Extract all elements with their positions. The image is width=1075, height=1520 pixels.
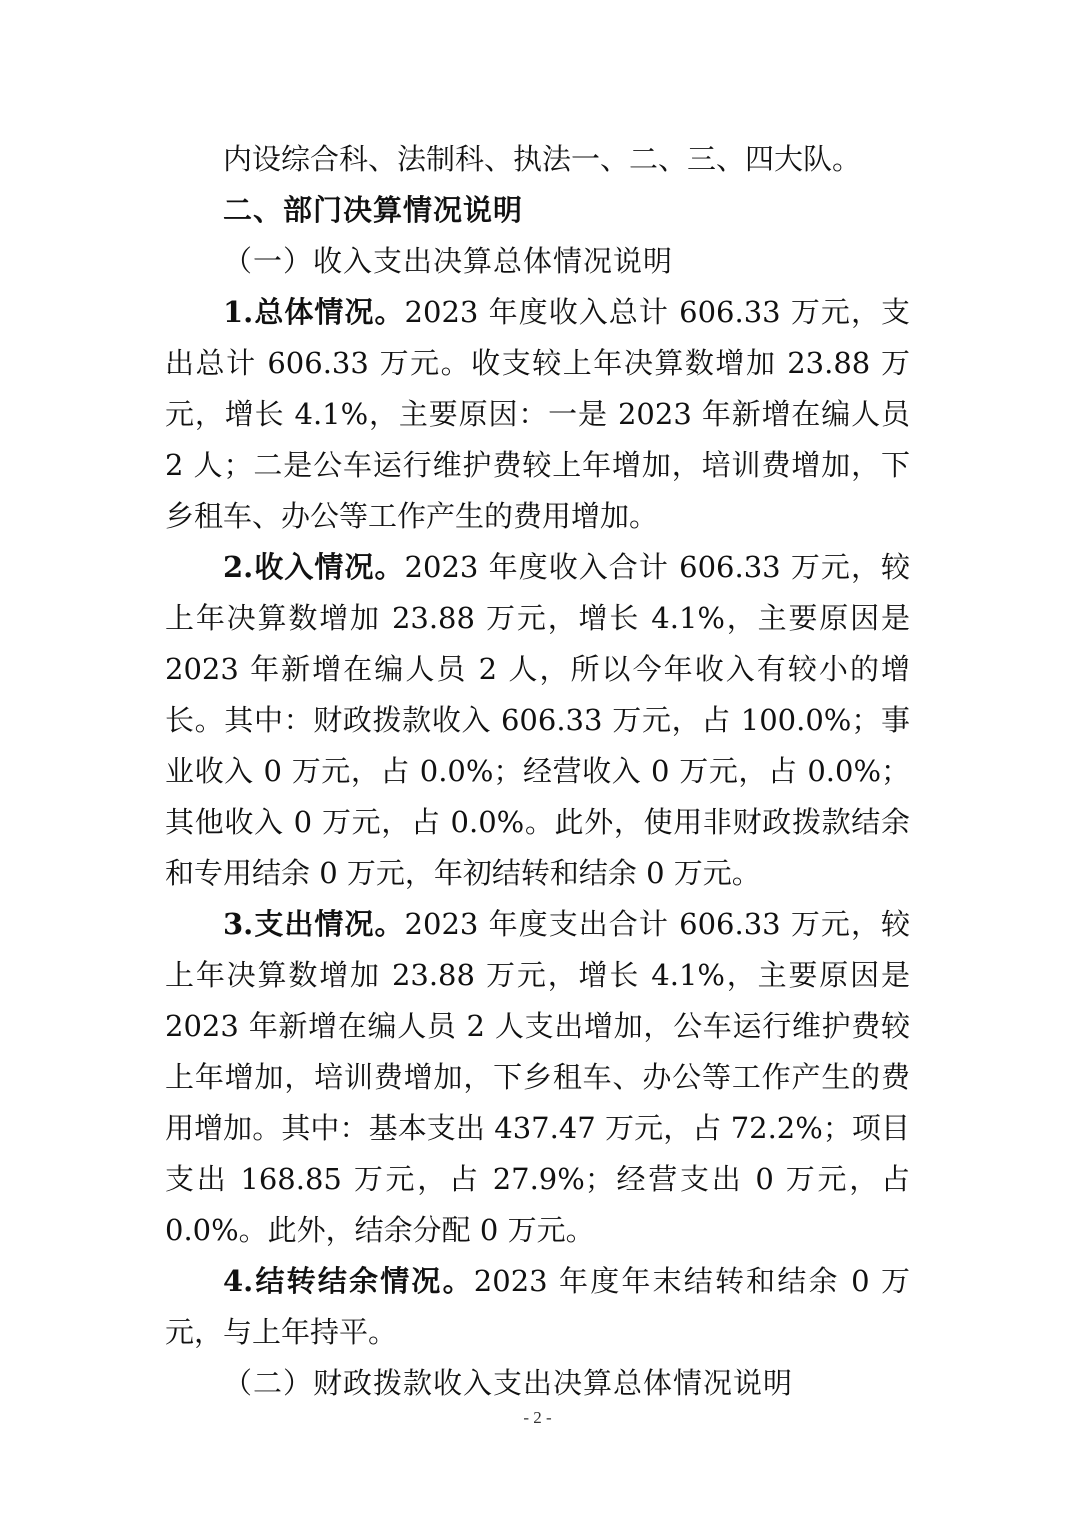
document-body <box>165 134 910 1409</box>
paragraph-expenditure <box>165 899 910 1256</box>
section-heading: 二、部门决算情况说明 <box>223 193 524 227</box>
paragraph-income <box>165 542 910 899</box>
paragraph-lead: 4.结转结余情况。 <box>223 1264 474 1298</box>
paragraph-text: 2023 年度收入总计 606.33 万元，支出总计 606.33 万元。收支较上年决算数增加 23.88 万元，增长 4.1%，主要原因：一是 2023 年新增在编人员 2 人；二是公车运行维护费较上年增加，培训费增加，下乡租车、办公等工作产生的费用增加。 <box>165 295 910 533</box>
continuation-line: 内设综合科、法制科、执法一、二、三、四大队。 <box>223 142 862 176</box>
paragraph-overall <box>165 287 910 542</box>
paragraph-text: 2023 年度收入合计 606.33 万元，较上年决算数增加 23.88 万元，增长 4.1%，主要原因是 2023 年新增在编人员 2 人，所以今年收入有较小的增长。其中：财政拨款收入 606.33 万元，占 100.0%；事业收入 0 万元，占 0.0%；经营收入 0 万元，占 0.0%；其他收入 0 万元，占 0.0%。此外，使用非财政拨款结余和专用结余 0 万元，年初结转和结余 0 万元。 <box>165 550 910 890</box>
subsection-heading-1: （一）收入支出决算总体情况说明 <box>223 244 674 278</box>
subsection-heading-2: （二）财政拨款收入支出决算总体情况说明 <box>223 1366 794 1400</box>
paragraph-lead: 1.总体情况。 <box>223 295 405 329</box>
paragraph-text: 2023 年度支出合计 606.33 万元，较上年决算数增加 23.88 万元，增长 4.1%，主要原因是 2023 年新增在编人员 2 人支出增加，公车运行维护费较上年增加，培训费增加，下乡租车、办公等工作产生的费用增加。其中：基本支出 437.47 万元，占 72.2%；项目支出 168.85 万元，占 27.9%；经营支出 0 万元，占 0.0%。此外，结余分配 0 万元。 <box>165 907 910 1247</box>
paragraph-lead: 2.收入情况。 <box>223 550 405 584</box>
paragraph-carryover <box>165 1256 910 1358</box>
paragraph-lead: 3.支出情况。 <box>223 907 405 941</box>
paragraph-text: 2023 年度年末结转和结余 0 万元，与上年持平。 <box>165 1264 910 1349</box>
page-number: - 2 - <box>523 1408 552 1427</box>
